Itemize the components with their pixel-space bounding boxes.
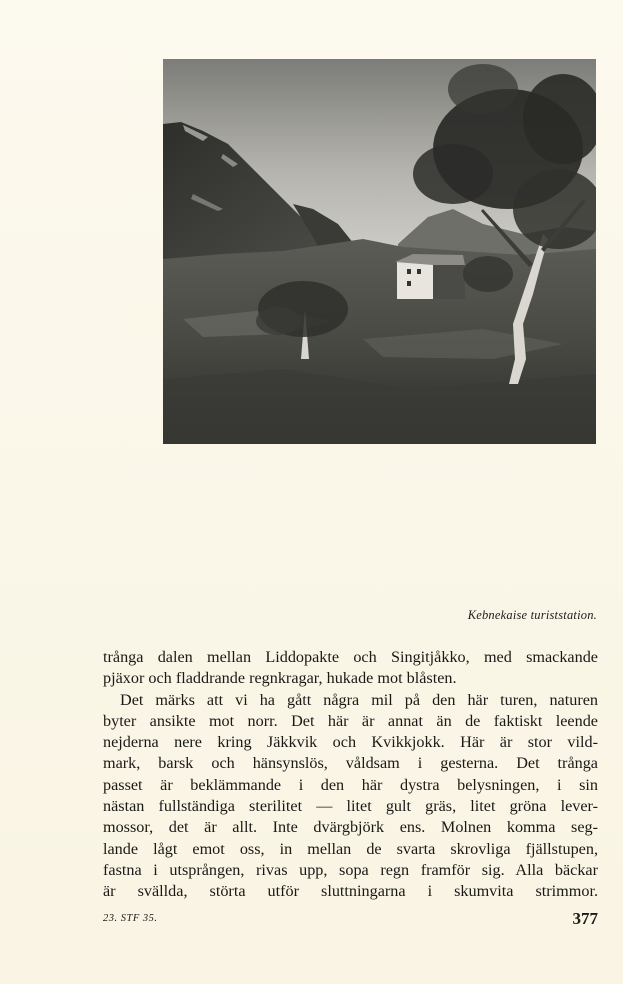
page-footer — [103, 911, 598, 931]
body-text — [103, 647, 598, 903]
text-line: nästan fullständiga sterilitet — litet gult gräs, litet gröna lever- — [103, 797, 598, 816]
text-line: pjäxor och fladdrande regnkragar, hukade mot blåsten. — [103, 669, 457, 688]
text-line: passet är beklämmande i den här dystra belysningen, i sin — [103, 775, 598, 794]
printer-signature: 23. STF 35. — [103, 913, 158, 924]
text-line: fastna i utsprången, rivas upp, sopa regn framför sig. Alla bäckar — [103, 860, 598, 879]
text-line: trånga dalen mellan Liddopakte och Singitjåkko, med smackande — [103, 648, 598, 666]
text-line: nejderna nere kring Jäkkvik och Kvikkjokk. Här är stor vild- — [103, 733, 598, 752]
text-line: Det märks att vi ha gått några mil på den här turen, naturen — [120, 690, 598, 709]
text-line: mossor, det är allt. Inte dvärgbjörk ens. Molnen komma seg- — [103, 818, 598, 837]
text-line: lande lågt emot oss, in mellan de svarta skrovliga fjällstupen, — [103, 839, 598, 858]
text-line: mark, barsk och hänsynslös, våldsam i gesterna. Det trånga — [103, 754, 598, 773]
landscape-photo-icon — [163, 59, 596, 444]
page-number: 377 — [572, 909, 598, 928]
landscape-photo — [163, 59, 596, 444]
photo-caption: Kebnekaise turiststation. — [467, 608, 597, 622]
text-line: är svällda, störta utför sluttningarna i skumvita strimmor. — [103, 882, 598, 901]
text-line: byter ansikte mot norr. Det här är annat än de faktiskt leende — [103, 711, 598, 730]
